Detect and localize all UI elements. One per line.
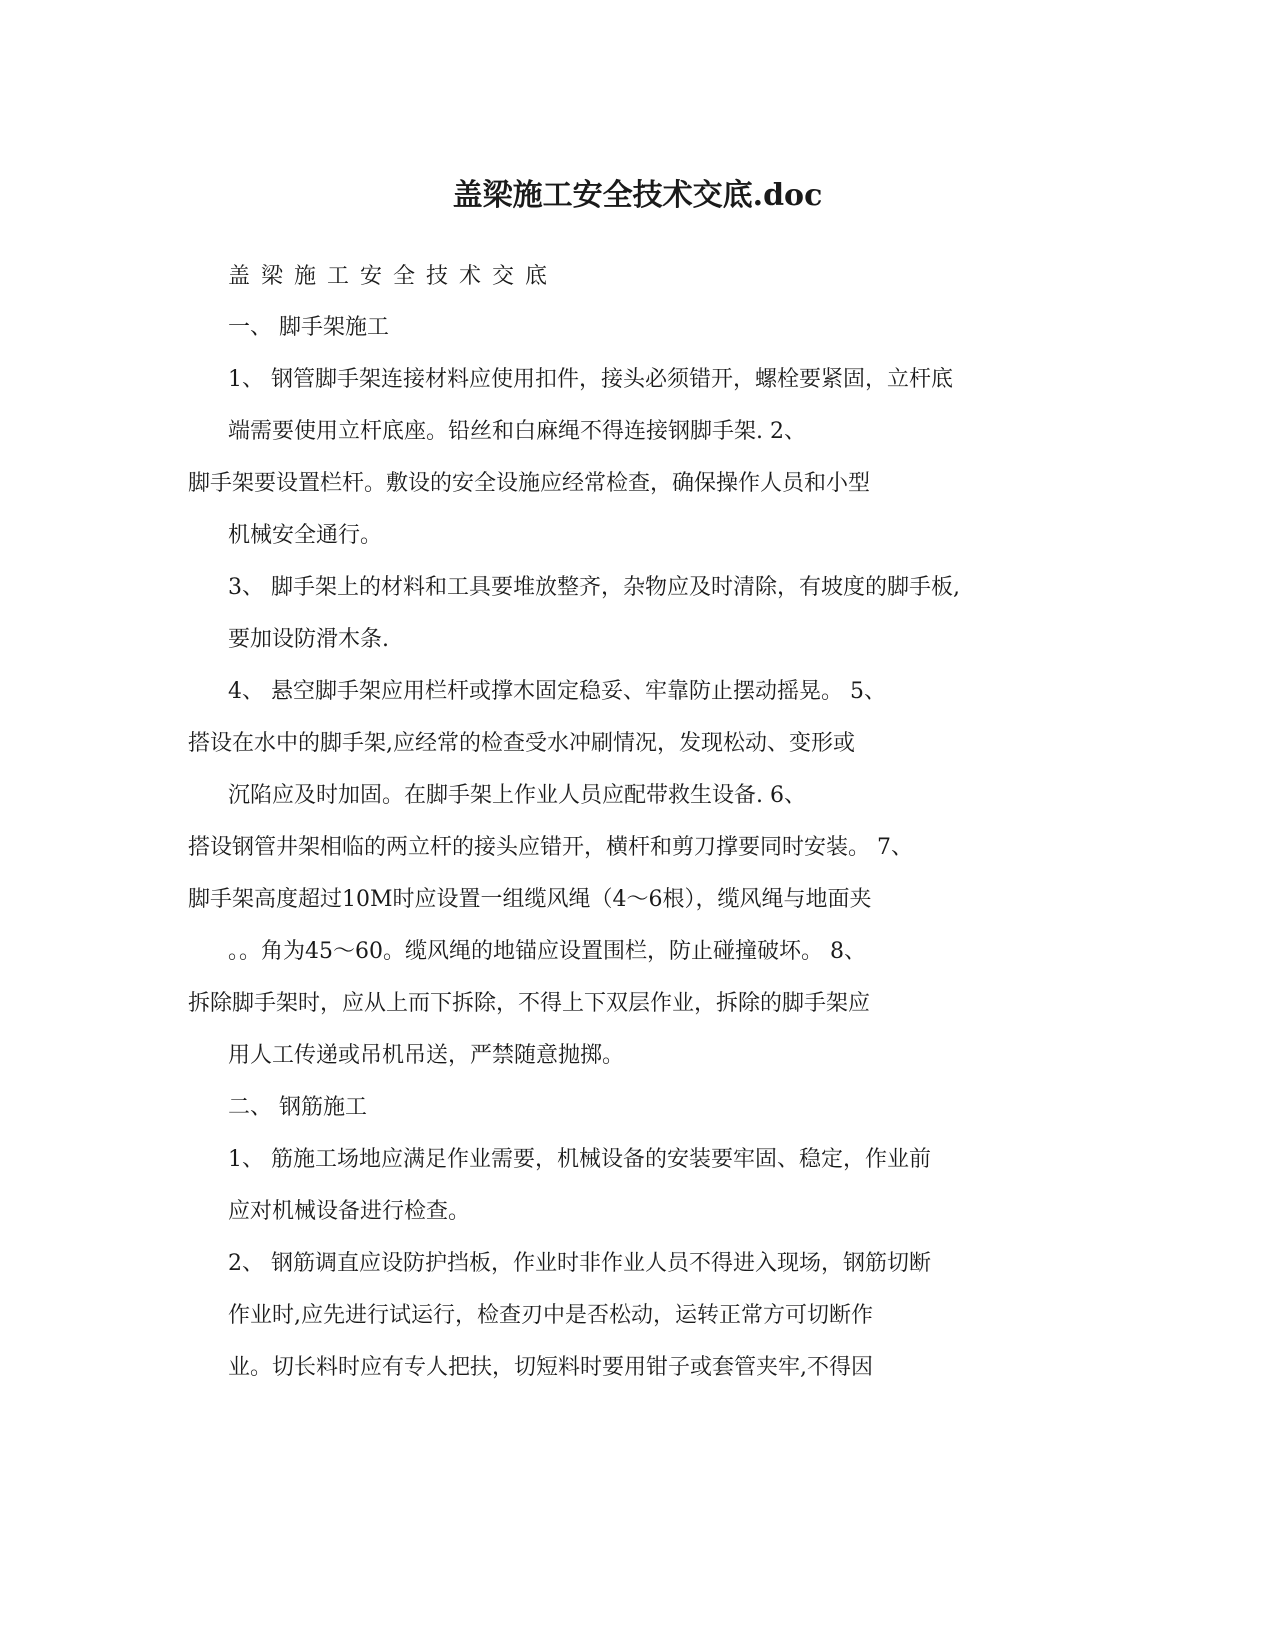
text-line: 业。切长料时应有专人把扶，切短料时要用钳子或套管夹牢,不得因 [228,1355,873,1380]
section-heading-rebar: 二、 钢筋施工 [228,1095,367,1120]
document-title: 盖梁施工安全技术交底.doc [452,178,823,213]
text-line: 端需要使用立杆底座。铅丝和白麻绳不得连接钢脚手架. 2、 [228,419,806,444]
text-line: 沉陷应及时加固。在脚手架上作业人员应配带救生设备. 6、 [228,783,806,808]
text-line: 搭设在水中的脚手架,应经常的检查受水冲刷情况，发现松动、变形或 [188,731,855,756]
text-line: 作业时,应先进行试运行，检查刃中是否松动，运转正常方可切断作 [228,1303,873,1328]
text-line: 应对机械设备进行检查。 [228,1199,471,1224]
text-line: 脚手架高度超过10M时应设置一组缆风绳（4～6根），缆风绳与地面夹 [188,887,872,912]
doc-subtitle: 盖梁施工安全技术交底 [228,264,559,289]
text-line: 要加设防滑木条. [228,627,389,652]
text-line: 2、 钢筋调直应设防护挡板，作业时非作业人员不得进入现场，钢筋切断 [228,1251,931,1276]
text-line: 机械安全通行。 [228,523,383,548]
text-line: 用人工传递或吊机吊送，严禁随意抛掷。 [228,1043,625,1068]
text-line: 脚手架要设置栏杆。敷设的安全设施应经常检查，确保操作人员和小型 [188,471,871,496]
text-line: 拆除脚手架时，应从上而下拆除，不得上下双层作业，拆除的脚手架应 [188,991,871,1016]
text-line: 4、 悬空脚手架应用栏杆或撑木固定稳妥、牢靠防止摆动摇晃。 5、 [228,679,886,704]
text-line: 搭设钢管井架相临的两立杆的接头应错开，横杆和剪刀撑要同时安装。 7、 [188,835,913,860]
text-line: 1、 筋施工场地应满足作业需要，机械设备的安装要牢固、稳定，作业前 [228,1147,931,1172]
text-line: 1、 钢管脚手架连接材料应使用扣件，接头必须错开，螺栓要紧固，立杆底 [228,367,953,392]
section-heading-scaffold: 一、 脚手架施工 [228,315,389,340]
text-line: 3、 脚手架上的材料和工具要堆放整齐，杂物应及时清除，有坡度的脚手板, [228,575,960,600]
text-line: 。。角为45～60。缆风绳的地锚应设置围栏，防止碰撞破坏。 8、 [228,939,866,964]
